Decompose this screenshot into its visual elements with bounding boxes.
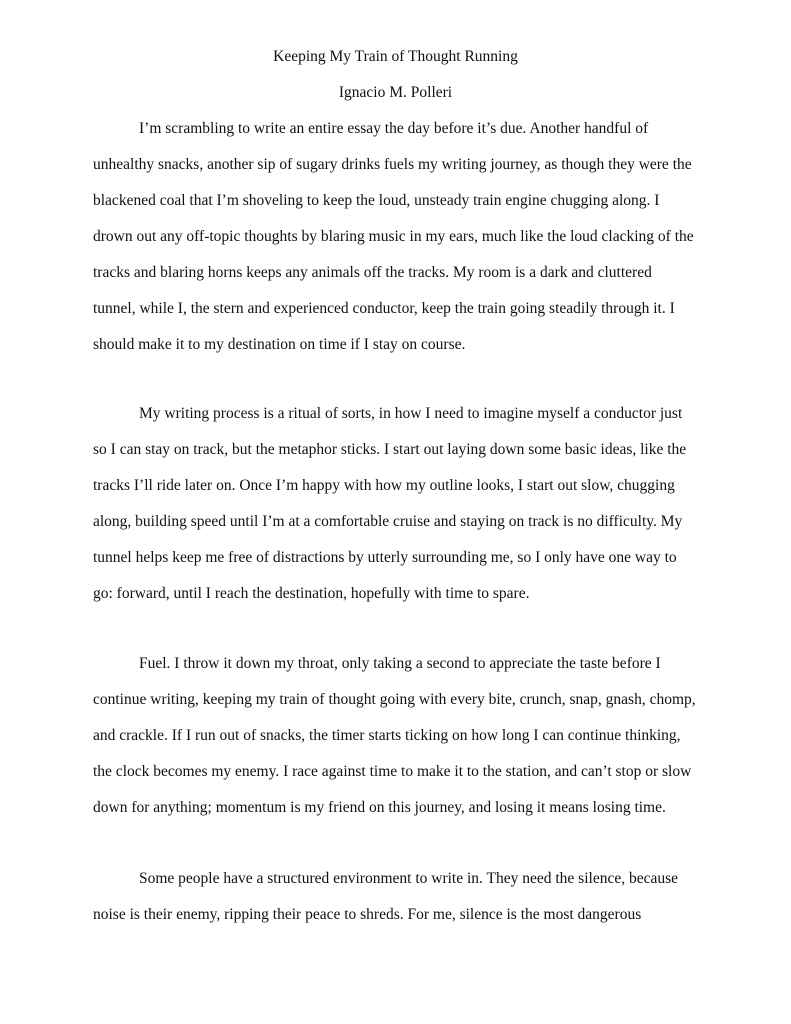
paragraph-line: Fuel. I throw it down my throat, only taking a second to appreciate the taste before I <box>139 655 661 672</box>
paragraph-line: along, building speed until I’m at a comfortable cruise and staying on track is no difficulty. My <box>93 513 683 530</box>
paragraph-line: drown out any off-topic thoughts by blaring music in my ears, much like the loud clacking of the <box>93 228 694 245</box>
paragraph-line: and crackle. If I run out of snacks, the timer starts ticking on how long I can continue thinking, <box>93 727 681 744</box>
document-author: Ignacio M. Polleri <box>338 84 453 101</box>
paragraph-line: down for anything; momentum is my friend on this journey, and losing it means losing time. <box>93 799 666 816</box>
paragraph-line: tracks and blaring horns keeps any animals off the tracks. My room is a dark and cluttered <box>93 264 652 281</box>
paragraph-line: My writing process is a ritual of sorts, in how I need to imagine myself a conductor just <box>139 405 683 422</box>
paragraph-line: continue writing, keeping my train of thought going with every bite, crunch, snap, gnash, chomp, <box>93 691 696 708</box>
paragraph-line: I’m scrambling to write an entire essay the day before it’s due. Another handful of <box>139 120 649 137</box>
paragraph-line: tunnel, while I, the stern and experienced conductor, keep the train going steadily through it. I <box>93 300 675 317</box>
document-title: Keeping My Train of Thought Running <box>273 48 518 65</box>
paragraph-line: tracks I’ll ride later on. Once I’m happy with how my outline looks, I start out slow, chugging <box>93 477 675 494</box>
paragraph-line: blackened coal that I’m shoveling to keep the loud, unsteady train engine chugging along. I <box>93 192 660 209</box>
paragraph-line: go: forward, until I reach the destination, hopefully with time to spare. <box>93 585 530 602</box>
paragraph-line: so I can stay on track, but the metaphor sticks. I start out laying down some basic ideas, like the <box>93 441 687 458</box>
paragraph-line: unhealthy snacks, another sip of sugary drinks fuels my writing journey, as though they were the <box>93 156 692 173</box>
paragraph-line: tunnel helps keep me free of distractions by utterly surrounding me, so I only have one way to <box>93 549 677 566</box>
paragraph-line: noise is their enemy, ripping their peace to shreds. For me, silence is the most dangerous <box>93 906 642 923</box>
paragraph-line: should make it to my destination on time if I stay on course. <box>93 336 466 353</box>
paragraph-line: the clock becomes my enemy. I race against time to make it to the station, and can’t stop or slow <box>93 763 692 780</box>
paragraph-line: Some people have a structured environment to write in. They need the silence, because <box>139 870 679 887</box>
